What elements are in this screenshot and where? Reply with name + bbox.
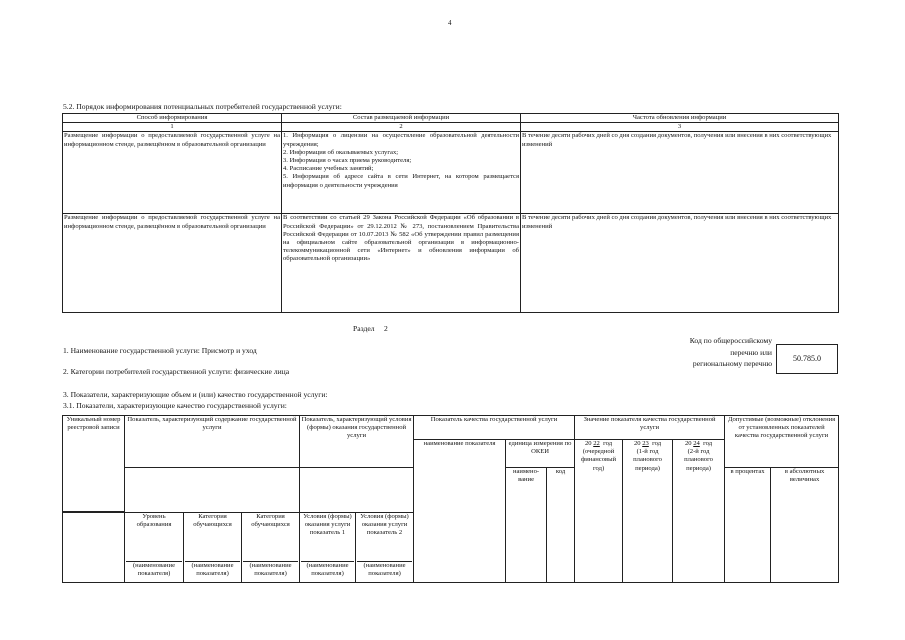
section-title: Раздел 2 — [353, 324, 388, 333]
h-deviation: Допустимые (возможные) отклонения от установленных показателей качества государственной услуги — [725, 416, 839, 468]
h-year2: 20 23 год (1-й год планового периода) — [623, 440, 673, 583]
h-indicator-name: наименование показателя — [414, 440, 506, 583]
conditions-blank — [300, 468, 414, 513]
service-name: 1. Наименование государственной услуги: Присмотр и уход — [63, 346, 257, 355]
h-year3: 20 24 год (2-й год планового периода) — [673, 440, 725, 583]
quality-table — [62, 415, 839, 583]
sub-level: Уровень образования (наименование показателя) — [125, 513, 184, 583]
header-content: Состав размещаемой информации — [282, 114, 521, 123]
registry-code: 50.785.0 — [776, 344, 838, 374]
section-heading: 5.2. Порядок информирования потенциальных потребителей государственной услуги: — [63, 102, 342, 111]
sub-category1: Категория обучающихся (наименование показателя) — [184, 513, 242, 583]
header-method: Способ информирования — [63, 114, 282, 123]
registry-blank — [63, 513, 125, 583]
h-quality: Показатель качества государственной услуги — [414, 416, 575, 440]
sub-category2: Категория обучающихся (наименование показателя) — [242, 513, 300, 583]
sub-condition1: Условия (формы) оказания услуги показатель 1 (наименование показателя) — [300, 513, 356, 583]
row1-content: 1. Информация о лицензии на осуществление образовательной деятельности учреждения; 2. Информация об оказываемых услугах; 3. Информация о часах приема руководителя; 4. Расписание учебных занятий; 5. Информация об адресе сайта в сети Интернет, на котором размещается информация о деятельности учреждения — [282, 132, 521, 214]
header-frequency: Частота обновления информации — [521, 114, 839, 123]
h-conditions: Показатель, характеризующий условия (формы) оказания государственной услуги — [300, 416, 414, 468]
h-value: Значение показателя качества государственной услуги — [575, 416, 725, 440]
col-number: 1 — [63, 123, 282, 132]
row1-method: Размещение информации о предоставляемой государственной услуге на информационном стенде, размещённом в образовательной организации — [63, 132, 282, 214]
informing-table — [62, 113, 839, 313]
consumer-category: 2. Категории потребителей государственной услуги: физические лица — [63, 367, 290, 376]
content-blank — [125, 468, 300, 513]
sub-condition2: Условия (формы) оказания услуги показатель 2 (наименование показателя) — [356, 513, 414, 583]
col-number: 3 — [521, 123, 839, 132]
row2-method: Размещение информации о предоставляемой государственной услуге на информационном стенде, размещённом в образовательной организации — [63, 214, 282, 313]
h-registry: Уникальный номер реестровой записи — [63, 416, 125, 512]
row2-frequency: В течение десяти рабочих дней со дня создания документов, получения или внесения в них соответствующих изменений — [521, 214, 839, 313]
row2-content: В соответствии со статьей 29 Закона Российской Федерации «Об образовании в Российской Федерации» от 29.12.2012 № 273, постановлением Правительства Российской Федерации от 10.07.2013 № 582 «Об утверждении правил размещения на официальном сайте образовательной организации в информационно-телекоммуникационной сети «Интернет» и обновления информации об образовательной организации» — [282, 214, 521, 313]
row1-frequency: В течение десяти рабочих дней со дня создания документов, получения или внесения в них соответствующих изменений — [521, 132, 839, 214]
code-label: Код по общероссийскому перечню или региональному перечню — [689, 336, 772, 368]
h-dev-percent: в процентах — [725, 468, 771, 583]
h-year1: 20 22 год (очередной финансовый год) — [575, 440, 623, 583]
page-number: 4 — [448, 19, 452, 27]
h-unit-name: наимено-вание — [506, 468, 547, 583]
col-number: 2 — [282, 123, 521, 132]
h-dev-abs: в абсолютных величинах — [771, 468, 839, 583]
indicators-heading: 3. Показатели, характеризующие объем и (или) качество государственной услуги: — [63, 390, 328, 399]
h-unit: единица измерения по ОКЕИ — [506, 440, 575, 468]
quality-heading: 3.1. Показатели, характеризующие качество государственной услуги: — [63, 401, 287, 410]
h-content: Показатель, характеризующий содержание государственной услуги — [125, 416, 300, 468]
h-unit-code: код — [547, 468, 575, 583]
